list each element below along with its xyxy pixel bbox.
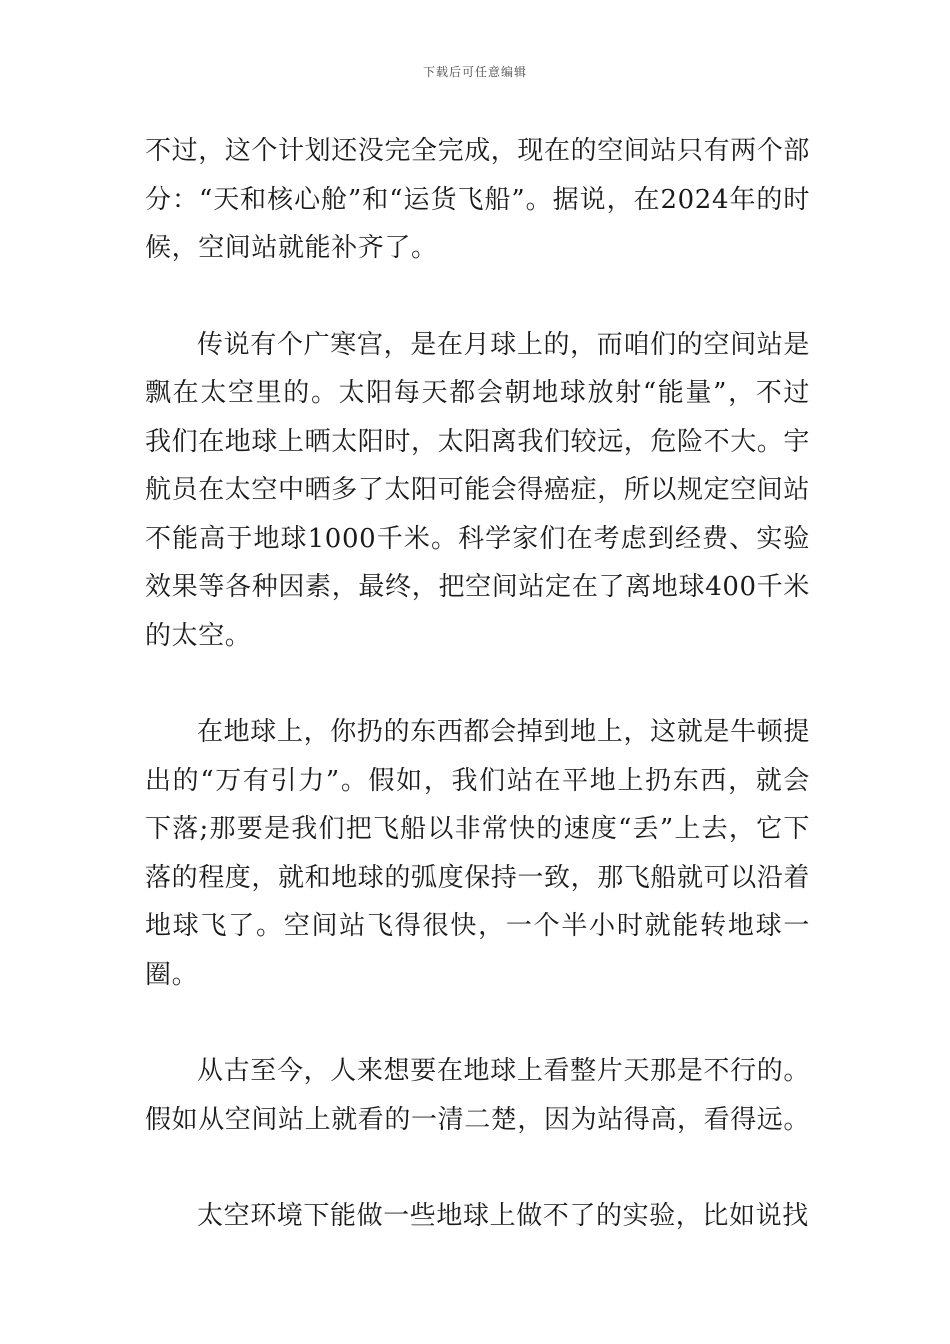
page-header: 下载后可任意编辑 [422,65,527,79]
paragraph-4: 从古至今，人来想要在地球上看整片天那是不行的。假如从空间站上就看的一清二楚，因为站得高，看得远。 [145,1056,811,1135]
paragraph-gap [145,273,810,321]
paragraph-5: 太空环境下能做一些地球上做不了的实验，比如说找 [197,1201,809,1231]
paragraph-3: 在地球上，你扔的东西都会掉到地上，这就是牛顿提出的“万有引力”。假如，我们站在平地上扔东西，就会下落;那要是我们把飞船以非常快的速度“丢”上去，它下落的程度，就和地球的弧度保持一致，那飞船就可以沿着地球飞了。空间站飞得很快，一个半小时就能转地球一圈。 [145,717,811,990]
paragraph-gap [145,660,810,708]
paragraph-2: 传说有个广寒宫，是在月球上的，而咱们的空间站是飘在太空里的。太阳每天都会朝地球放射“能量”，不过我们在地球上晒太阳时，太阳离我们较远，危险不大。宇航员在太空中晒多了太阳可能会得癌症，所以规定空间站不能高于地球1000千米。科学家们在考虑到经费、实验效果等各种因素，最终，把空间站定在了离地球400千米的太空。 [145,329,811,651]
document-body [145,127,810,1241]
paragraph-1: 不过，这个计划还没完全完成，现在的空间站只有两个部分：“天和核心舱”和“运货飞船”。据说，在2024年的时候，空间站就能补齐了。 [145,136,811,263]
paragraph-gap [145,1144,810,1192]
paragraph-gap [145,999,810,1047]
